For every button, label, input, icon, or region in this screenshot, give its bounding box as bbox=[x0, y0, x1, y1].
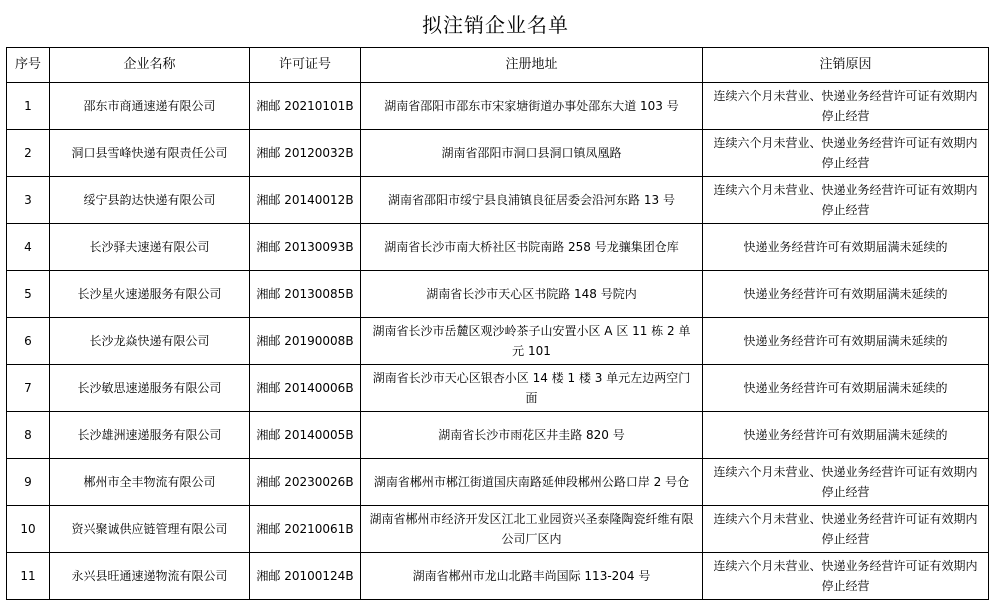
cell-license: 湘邮 20130093B bbox=[250, 224, 361, 271]
cell-address: 湖南省郴州市郴江街道国庆南路延伸段郴州公路口岸 2 号仓 bbox=[361, 459, 703, 506]
cell-reason: 连续六个月未营业、快递业务经营许可证有效期内停止经营 bbox=[703, 177, 989, 224]
cell-address: 湖南省长沙市雨花区井圭路 820 号 bbox=[361, 412, 703, 459]
cell-no: 3 bbox=[7, 177, 50, 224]
table-row bbox=[7, 506, 989, 553]
cell-reason: 连续六个月未营业、快递业务经营许可证有效期内停止经营 bbox=[703, 553, 989, 600]
cell-reason: 快递业务经营许可有效期届满未延续的 bbox=[703, 224, 989, 271]
cell-no: 5 bbox=[7, 271, 50, 318]
table-row bbox=[7, 553, 989, 600]
table-row bbox=[7, 459, 989, 506]
header-license: 许可证号 bbox=[250, 48, 361, 83]
cell-reason: 连续六个月未营业、快递业务经营许可证有效期内停止经营 bbox=[703, 83, 989, 130]
cell-name: 资兴聚诚供应链管理有限公司 bbox=[50, 506, 250, 553]
cell-license: 湘邮 20140005B bbox=[250, 412, 361, 459]
cell-license: 湘邮 20140012B bbox=[250, 177, 361, 224]
header-address: 注册地址 bbox=[361, 48, 703, 83]
header-name: 企业名称 bbox=[50, 48, 250, 83]
cell-name: 长沙驿夫速递有限公司 bbox=[50, 224, 250, 271]
cell-license: 湘邮 20230026B bbox=[250, 459, 361, 506]
page-title: 拟注销企业名单 bbox=[422, 13, 569, 37]
cell-address: 湖南省邵阳市洞口县洞口镇凤凰路 bbox=[361, 130, 703, 177]
cell-reason: 连续六个月未营业、快递业务经营许可证有效期内停止经营 bbox=[703, 459, 989, 506]
cell-name: 邵东市商通速递有限公司 bbox=[50, 83, 250, 130]
cell-no: 2 bbox=[7, 130, 50, 177]
cell-license: 湘邮 20210101B bbox=[250, 83, 361, 130]
table-row bbox=[7, 83, 989, 130]
table-row bbox=[7, 271, 989, 318]
cell-reason: 连续六个月未营业、快递业务经营许可证有效期内停止经营 bbox=[703, 506, 989, 553]
header-no: 序号 bbox=[7, 48, 50, 83]
table-row bbox=[7, 224, 989, 271]
cell-reason: 快递业务经营许可有效期届满未延续的 bbox=[703, 271, 989, 318]
cell-address: 湖南省长沙市天心区书院路 148 号院内 bbox=[361, 271, 703, 318]
cell-no: 9 bbox=[7, 459, 50, 506]
table-row bbox=[7, 412, 989, 459]
cell-no: 11 bbox=[7, 553, 50, 600]
cell-name: 郴州市全丰物流有限公司 bbox=[50, 459, 250, 506]
cell-address: 湖南省邵阳市绥宁县良浦镇良征居委会沿河东路 13 号 bbox=[361, 177, 703, 224]
cell-name: 长沙龙焱快递有限公司 bbox=[50, 318, 250, 365]
table-header-row bbox=[7, 48, 989, 83]
cell-no: 6 bbox=[7, 318, 50, 365]
cell-license: 湘邮 20100124B bbox=[250, 553, 361, 600]
cell-name: 长沙敏思速递服务有限公司 bbox=[50, 365, 250, 412]
cell-name: 永兴县旺通速递物流有限公司 bbox=[50, 553, 250, 600]
enterprise-table bbox=[6, 47, 989, 600]
cell-address: 湖南省长沙市天心区银杏小区 14 楼 1 楼 3 单元左边两空门面 bbox=[361, 365, 703, 412]
cell-reason: 快递业务经营许可有效期届满未延续的 bbox=[703, 318, 989, 365]
cell-reason: 连续六个月未营业、快递业务经营许可证有效期内停止经营 bbox=[703, 130, 989, 177]
cell-address: 湖南省长沙市南大桥社区书院南路 258 号龙骧集团仓库 bbox=[361, 224, 703, 271]
cell-no: 10 bbox=[7, 506, 50, 553]
cell-reason: 快递业务经营许可有效期届满未延续的 bbox=[703, 412, 989, 459]
cell-no: 4 bbox=[7, 224, 50, 271]
table-row bbox=[7, 318, 989, 365]
cell-license: 湘邮 20140006B bbox=[250, 365, 361, 412]
cell-name: 长沙星火速递服务有限公司 bbox=[50, 271, 250, 318]
cell-address: 湖南省郴州市龙山北路丰尚国际 113-204 号 bbox=[361, 553, 703, 600]
table-row bbox=[7, 130, 989, 177]
cell-license: 湘邮 20190008B bbox=[250, 318, 361, 365]
cell-address: 湖南省郴州市经济开发区江北工业园资兴圣泰隆陶瓷纤维有限公司厂区内 bbox=[361, 506, 703, 553]
table-row bbox=[7, 177, 989, 224]
cell-license: 湘邮 20120032B bbox=[250, 130, 361, 177]
cell-name: 长沙雄洲速递服务有限公司 bbox=[50, 412, 250, 459]
cell-license: 湘邮 20210061B bbox=[250, 506, 361, 553]
cell-no: 7 bbox=[7, 365, 50, 412]
cell-reason: 快递业务经营许可有效期届满未延续的 bbox=[703, 365, 989, 412]
cell-address: 湖南省邵阳市邵东市宋家塘街道办事处邵东大道 103 号 bbox=[361, 83, 703, 130]
cell-name: 洞口县雪峰快递有限责任公司 bbox=[50, 130, 250, 177]
header-reason: 注销原因 bbox=[703, 48, 989, 83]
cell-name: 绥宁县韵达快递有限公司 bbox=[50, 177, 250, 224]
cell-license: 湘邮 20130085B bbox=[250, 271, 361, 318]
cell-address: 湖南省长沙市岳麓区观沙岭茶子山安置小区 A 区 11 栋 2 单元 101 bbox=[361, 318, 703, 365]
cell-no: 1 bbox=[7, 83, 50, 130]
table-row bbox=[7, 365, 989, 412]
cell-no: 8 bbox=[7, 412, 50, 459]
